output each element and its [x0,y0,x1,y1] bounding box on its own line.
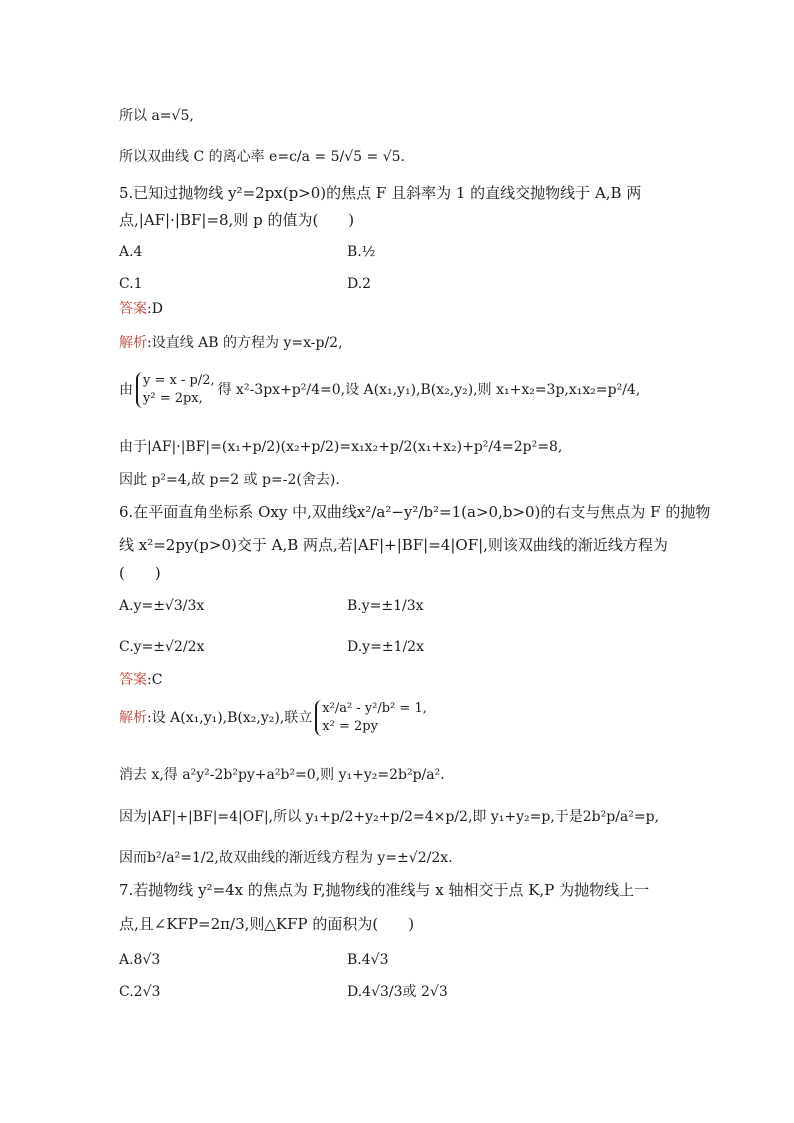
option-row [119,242,694,262]
question-6-stem: 6.在平面直角坐标系 Oxy 中,双曲线x²/a²−y²/b²=1(a>0,b>0)的右支与焦点为 F 的抛物 [119,503,711,521]
text-line: 所以 a=√5, [119,108,194,124]
answer-value: :D [147,301,163,317]
equation-row: x² = 2py [322,719,378,734]
equation-row: y = x - p/2, [143,373,215,388]
option-row [119,596,694,616]
question-7-stem: 7.若抛物线 y²=4x 的焦点为 F,抛物线的准线与 x 轴相交于点 K,P 为抛物线上一 [119,881,650,899]
equation-row: y² = 2px, [143,391,203,406]
text-line: 因而b²/a²=1/2,故双曲线的渐近线方程为 y=±√2/2x. [119,850,453,866]
answer-line [119,299,694,319]
equation-system-line [119,372,694,408]
option-a: A.y=±√3/3x [119,598,205,614]
option-row [119,982,694,1002]
text-line: 由于|AF|·|BF|=(x₁+p/2)(x₂+p/2)=x₁x₂+p/2(x₁+x₂)+p²/4=2p²=8, [119,439,563,455]
option-row [119,274,694,294]
text-line: 消去 x,得 a²y²-2b²py+a²b²=0,则 y₁+y₂=2b²p/a². [119,767,445,783]
analysis-text: :设直线 AB 的方程为 y=x-p/2, [147,335,343,351]
analysis-text: :设 A(x₁,y₁),B(x₂,y₂),联立 [147,710,313,726]
question-6-stem-cont: ( ) [119,564,161,582]
option-row [119,950,694,970]
answer-tag: 答案 [119,301,147,317]
analysis-tag: 解析 [119,335,147,351]
answer-value: :C [147,672,163,688]
answer-tag: 答案 [119,672,147,688]
text-line: 因此 p²=4,故 p=2 或 p=-2(舍去). [119,472,340,488]
equation-row: x²/a² - y²/b² = 1, [322,701,427,716]
option-row [119,637,694,657]
question-5-stem: 5.已知过抛物线 y²=2px(p>0)的焦点 F 且斜率为 1 的直线交抛物线于 A,B 两 [119,184,642,202]
question-7-stem-cont: 点,且∠KFP=2π/3,则△KFP 的面积为( ) [119,915,415,933]
option-d: D.y=±1/2x [347,639,424,655]
option-c: C.y=±√2/2x [119,639,205,655]
text-line: 因为|AF|+|BF|=4|OF|,所以 y₁+p/2+y₂+p/2=4×p/2,即 y₁+y₂=p,于是2b²p/a²=p, [119,809,660,825]
equation-system [315,700,427,736]
question-5-stem-cont: 点,|AF|·|BF|=8,则 p 的值为( ) [119,211,355,229]
option-c: C.2√3 [119,984,161,1000]
answer-line [119,670,694,690]
option-a: A.8√3 [119,952,161,968]
text-suffix: 得 x²-3px+p²/4=0,设 A(x₁,y₁),B(x₂,y₂),则 x₁+x₂=3p,x₁x₂=p²/4, [217,382,641,398]
equation-system-line [119,694,694,742]
text-prefix: 由 [119,382,133,398]
option-d: D.4√3/3或 2√3 [347,984,448,1000]
option-c: C.1 [119,276,143,292]
option-b: B.y=±1/3x [347,598,424,614]
analysis-tag: 解析 [119,710,147,726]
option-b: B.½ [347,244,376,260]
option-a: A.4 [119,244,143,260]
option-b: B.4√3 [347,952,389,968]
question-6-stem-cont: 线 x²=2py(p>0)交于 A,B 两点,若|AF|+|BF|=4|OF|,则该双曲线的渐近线方程为 [119,536,668,554]
option-d: D.2 [347,276,372,292]
equation-system [136,372,215,408]
analysis-line [119,333,694,353]
text-line: 所以双曲线 C 的离心率 e=c/a = 5/√5 = √5. [119,149,405,165]
